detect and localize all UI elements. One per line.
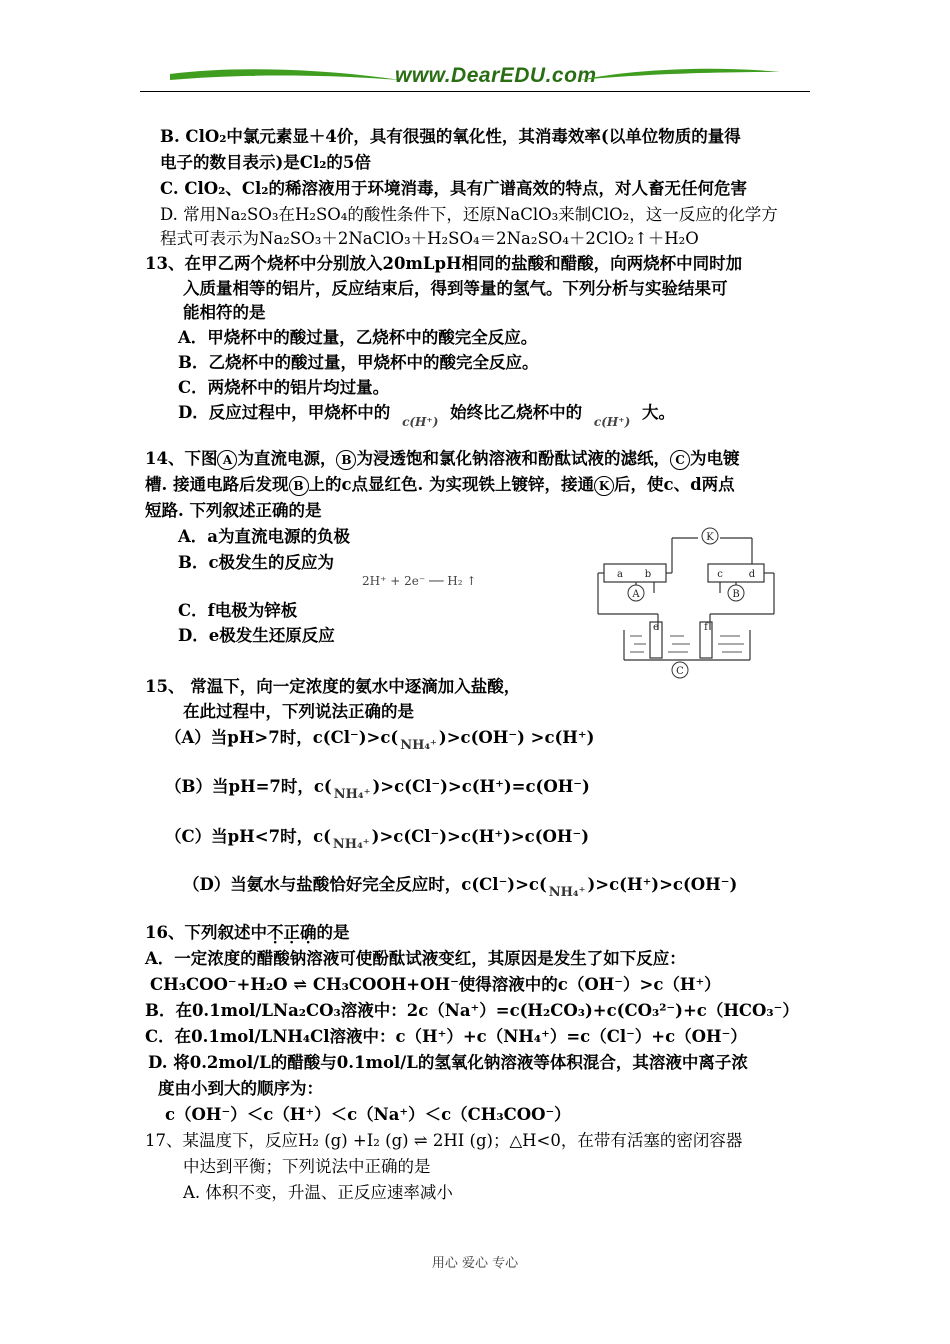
nh4-ion: NH₄⁺ bbox=[400, 738, 437, 753]
q15-a-post: )>c(OH⁻) >c(H⁺) bbox=[438, 728, 595, 747]
circled-b-icon-2: B bbox=[289, 476, 309, 496]
nh4-ion: NH₄⁺ bbox=[548, 885, 586, 900]
q16-option-d-line2: 度由小到大的顺序为： bbox=[158, 1079, 323, 1098]
q13-stem-line2: 入质量相等的铝片，反应结束后，得到等量的氢气。下列分析与实验结果可 bbox=[183, 279, 728, 298]
q16-emph-2: 正 bbox=[283, 923, 300, 942]
q16-option-a-line2: CH₃COO⁻+H₂O ⇌ CH₃COOH+OH⁻使得溶液中的c（OH⁻）>c（H⁺） bbox=[150, 975, 721, 994]
nh4-ion: NH₄⁺ bbox=[333, 787, 371, 802]
q14-option-c: C．f电极为锌板 bbox=[178, 601, 298, 620]
label-a-circle: A bbox=[632, 589, 640, 600]
q14-stem-line2 bbox=[145, 474, 735, 496]
q13-stem-line1: 13、在甲乙两个烧杯中分别放入20mLpH相同的盐酸和醋酸，向两烧杯中同时加 bbox=[145, 254, 743, 273]
header-swoosh-left-icon bbox=[170, 64, 400, 86]
q14-s1c: 为浸透饱和氯化钠溶液和酚酞试液的滤纸， bbox=[356, 449, 670, 468]
q13-option-c: C．两烧杯中的铝片均过量。 bbox=[178, 378, 390, 397]
q13-d-pre: D．反应过程中，甲烧杯中的 bbox=[178, 403, 391, 422]
label-c: c bbox=[717, 569, 723, 580]
q15-stem-line2: 在此过程中，下列说法正确的是 bbox=[183, 702, 414, 721]
q15-stem-line1: 15、 常温下，向一定浓度的氨水中逐滴加入盐酸， bbox=[145, 677, 521, 696]
q14-option-a: A．a为直流电源的负极 bbox=[178, 527, 350, 546]
nh4-ion: NH₄⁺ bbox=[332, 837, 370, 852]
circled-c-icon: C bbox=[670, 450, 690, 470]
label-b-circle: B bbox=[732, 589, 740, 600]
circuit-diagram bbox=[590, 518, 776, 680]
q14-s2b: 上的c点显红色. 为实现铁上镀锌，接通 bbox=[308, 475, 595, 494]
page-header bbox=[140, 58, 810, 96]
q14-s2c: 后，使c、d两点 bbox=[614, 475, 735, 494]
q14-s1d: 为电镀 bbox=[689, 449, 740, 468]
q17-stem-line1: 17、某温度下，反应H₂ (g) +I₂ (g) ⇌ 2HI (g)；△H<0，在带有活塞的密闭容器 bbox=[145, 1131, 743, 1150]
q17-option-a: A. 体积不变，升温、正反应速率减小 bbox=[183, 1183, 453, 1202]
q15-option-d bbox=[183, 874, 737, 898]
q13-d-post: 大。 bbox=[642, 403, 675, 422]
q16-option-a-line1: A．一定浓度的醋酸钠溶液可使酚酞试液变红，其原因是发生了如下反应： bbox=[145, 949, 686, 968]
q16-option-d-line3: c（OH⁻）＜c（H⁺）＜c（Na⁺）＜c（CH₃COO⁻） bbox=[165, 1105, 571, 1124]
q16-stem bbox=[145, 922, 349, 944]
q16-option-d-line1: D. 将0.2mol/L的醋酸与0.1mol/L的氢氧化钠溶液等体积混合，其溶液中离子浓 bbox=[148, 1053, 748, 1072]
header-swoosh-right-icon bbox=[580, 64, 780, 86]
q15-b-post: )>c(Cl⁻)>c(H⁺)=c(OH⁻) bbox=[372, 777, 590, 796]
label-d: d bbox=[748, 569, 756, 580]
label-c-circle: C bbox=[676, 666, 684, 677]
q13-option-a: A．甲烧杯中的酸过量，乙烧杯中的酸完全反应。 bbox=[178, 328, 538, 347]
q14-option-b: B．c极发生的反应为 bbox=[178, 553, 334, 572]
circled-k-icon: K bbox=[594, 476, 614, 496]
q15-d-pre: （D）当氨水与盐酸恰好完全反应时，c(Cl⁻)>c( bbox=[183, 875, 547, 894]
q15-d-post: )>c(H⁺)>c(OH⁻) bbox=[587, 875, 738, 894]
label-b: b bbox=[644, 569, 652, 580]
q16-emph-1: 不 bbox=[266, 923, 284, 942]
q12-option-c: C. ClO₂、Cl₂的稀溶液用于环境消毒，具有广谱高效的特点，对人畜无任何危害 bbox=[160, 179, 747, 198]
q14-s1a: 14、下图 bbox=[145, 449, 218, 468]
q12-option-d-line1: D. 常用Na₂SO₃在H₂SO₄的酸性条件下，还原NaClO₃来制ClO₂，这一反应的化学方 bbox=[160, 205, 778, 224]
label-f: f bbox=[704, 622, 708, 633]
q16-stem-a: 16、下列叙述中 bbox=[145, 923, 267, 942]
circled-b-icon: B bbox=[336, 450, 356, 470]
label-k: K bbox=[706, 532, 714, 543]
q15-c-post: )>c(Cl⁻)>c(H⁺)>c(OH⁻) bbox=[371, 827, 590, 846]
q13-stem-line3: 能相符的是 bbox=[183, 303, 266, 322]
q15-c-pre: （C）当pH<7时，c( bbox=[165, 827, 331, 846]
q13-option-d bbox=[178, 402, 675, 429]
q12-option-b-line1: B. ClO₂中氯元素显＋4价，具有很强的氧化性，其消毒效率(以单位物质的量得 bbox=[160, 127, 741, 146]
q14-option-d: D．e极发生还原反应 bbox=[178, 626, 335, 645]
page-footer: 用心 爱心 专心 bbox=[431, 1256, 519, 1271]
site-brand: www.DearEDU.com bbox=[395, 64, 597, 87]
q14-stem-line1 bbox=[145, 448, 739, 470]
q12-option-b-line2: 电子的数目表示)是Cl₂的5倍 bbox=[160, 153, 371, 172]
q16-emph-3: 确 bbox=[299, 923, 317, 942]
q14-stem-line3: 短路. 下列叙述正确的是 bbox=[145, 501, 322, 520]
q15-option-b bbox=[165, 776, 590, 800]
q13-d-mid: 始终比乙烧杯中的 bbox=[450, 403, 583, 422]
q16-option-c: C．在0.1mol/LNH₄Cl溶液中：c（H⁺）+c（NH₄⁺）=c（Cl⁻）+c（OH⁻） bbox=[145, 1027, 747, 1046]
label-a: a bbox=[617, 569, 623, 580]
q15-a-pre: （A）当pH>7时，c(Cl⁻)>c( bbox=[165, 728, 399, 747]
q15-option-a bbox=[165, 727, 594, 751]
header-rule bbox=[140, 91, 810, 92]
q14-s2a: 槽. 接通电路后发现 bbox=[145, 475, 289, 494]
filter-paper-ab bbox=[604, 564, 666, 582]
q15-b-pre: （B）当pH=7时，c( bbox=[165, 777, 332, 796]
label-e: e bbox=[653, 622, 659, 633]
q12-option-d-line2: 程式可表示为Na₂SO₃＋2NaClO₃＋H₂SO₄＝2Na₂SO₄＋2ClO₂↑＋H₂O bbox=[160, 229, 699, 248]
q16-stem-b: 的是 bbox=[316, 923, 350, 942]
q16-option-b: B．在0.1mol/LNa₂CO₃溶液中：2c（Na⁺）=c(H₂CO₃)+c(CO₃²⁻)+c（HCO₃⁻） bbox=[145, 1001, 799, 1020]
q15-option-c bbox=[165, 826, 589, 850]
q13-option-b: B．乙烧杯中的酸过量，甲烧杯中的酸完全反应。 bbox=[178, 353, 539, 372]
q17-stem-line2: 中达到平衡；下列说法中正确的是 bbox=[183, 1157, 431, 1176]
q14-s1b: 为直流电源， bbox=[237, 449, 337, 468]
q13-ch-formula-1: c(H⁺) bbox=[402, 415, 439, 429]
q14-b-formula: 2H⁺ + 2e⁻ ── H₂ ↑ bbox=[362, 574, 477, 588]
q13-ch-formula-2: c(H⁺) bbox=[593, 415, 631, 429]
circled-a-icon: A bbox=[217, 450, 237, 470]
